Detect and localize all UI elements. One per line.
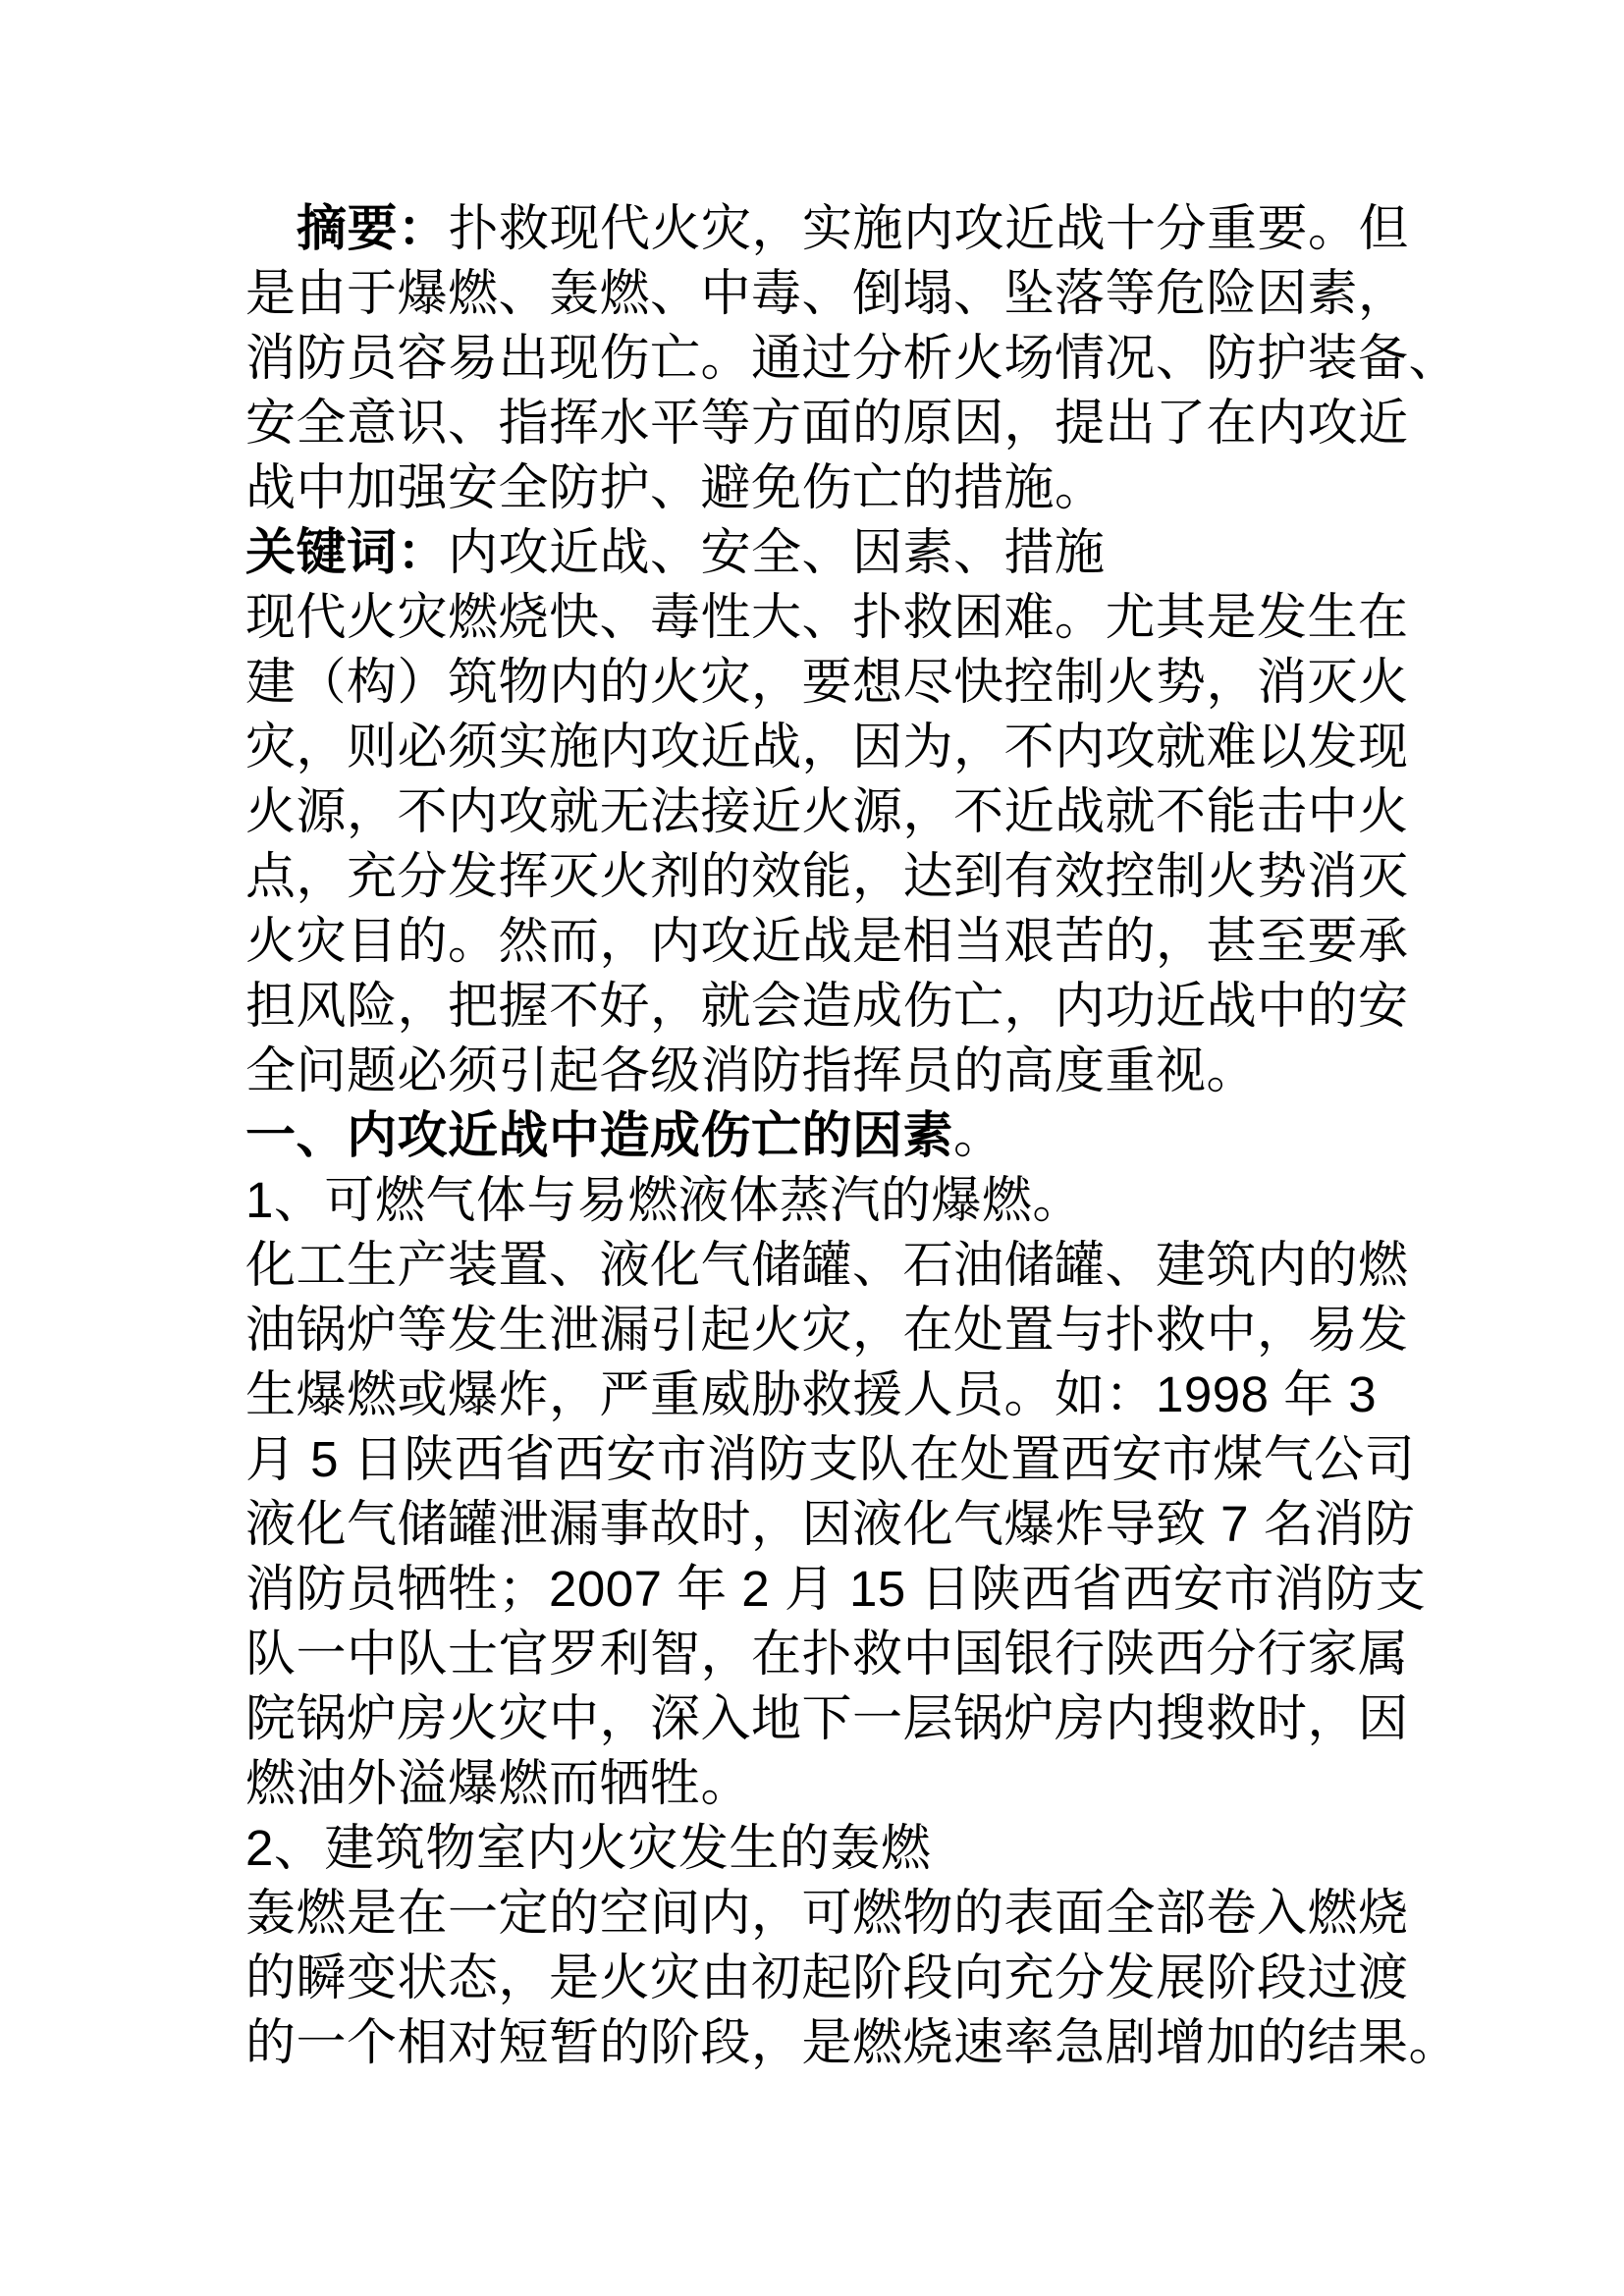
text-line (245, 1946, 1459, 2010)
text-run: 2、建筑物室内火灾发生的轰燃 (245, 1820, 932, 1876)
text-line (245, 1362, 1459, 1427)
text-run: 内攻近战、安全、因素、措施 (448, 524, 1106, 580)
text-line (245, 650, 1459, 715)
text-line (245, 2010, 1459, 2075)
text-run: 火源，不内攻就无法接近火源，不近战就不能击中火 (245, 783, 1409, 839)
text-line (245, 585, 1459, 650)
text-run: 安全意识、指挥水平等方面的原因，提出了在内攻近 (245, 395, 1409, 451)
text-line (245, 1039, 1459, 1103)
text-run: 现代火灾燃烧快、毒性大、扑救困难。尤其是发生在 (245, 589, 1409, 645)
text-line (245, 1168, 1459, 1233)
text-line (245, 1427, 1459, 1492)
text-line (245, 1816, 1459, 1881)
text-line (245, 455, 1459, 520)
text-run: 油锅炉等发生泄漏引起火灾，在处置与扑救中，易发 (245, 1302, 1409, 1358)
text-run: 化工生产装置、液化气储罐、石油储罐、建筑内的燃 (245, 1237, 1409, 1293)
text-run: 战中加强安全防护、避免伤亡的措施。 (245, 459, 1106, 515)
text-run: 消防员容易出现伤亡。通过分析火场情况、防护装备、 (245, 330, 1460, 386)
text-line (245, 1103, 1459, 1168)
text-run: 。 (953, 1107, 1004, 1163)
text-run: 队一中队士官罗利智，在扑救中国银行陕西分行家属 (245, 1626, 1409, 1682)
text-line (245, 909, 1459, 974)
text-run: 是由于爆燃、轰燃、中毒、倒塌、坠落等危险因素， (245, 265, 1409, 321)
text-run: 灾，则必须实施内攻近战，因为，不内攻就难以发现 (245, 719, 1409, 774)
text-line (245, 715, 1459, 779)
text-run: 扑救现代火灾，实施内攻近战十分重要。但 (448, 200, 1410, 256)
text-run: 担风险，把握不好，就会造成伤亡，内功近战中的安 (245, 978, 1409, 1034)
text-line (245, 1622, 1459, 1686)
text-line (245, 974, 1459, 1039)
text-run: 燃油外溢爆燃而牺牲。 (245, 1755, 752, 1811)
text-run: 的瞬变状态，是火灾由初起阶段向充分发展阶段过渡 (245, 1949, 1409, 2005)
text-line (245, 1557, 1459, 1622)
text-run-bold: 关键词： (245, 524, 449, 580)
text-line (245, 391, 1459, 455)
text-run: 1、可燃气体与易燃液体蒸汽的爆燃。 (245, 1172, 1083, 1228)
text-line (245, 1233, 1459, 1298)
text-run: 的一个相对短暂的阶段，是燃烧速率急剧增加的结果。 (245, 2014, 1460, 2070)
text-line (245, 1298, 1459, 1362)
text-line (245, 1751, 1459, 1816)
text-run: 月 5 日陕西省西安市消防支队在处置西安市煤气公司 (245, 1431, 1416, 1487)
text-run-bold: 摘要： (297, 200, 449, 256)
text-line (245, 520, 1459, 585)
text-line (245, 261, 1459, 326)
text-line (245, 326, 1459, 391)
text-run: 生爆燃或爆炸，严重威胁救援人员。如：1998 年 3 (245, 1366, 1378, 1422)
text-line (245, 196, 1459, 261)
text-run: 轰燃是在一定的空间内，可燃物的表面全部卷入燃烧 (245, 1885, 1409, 1941)
text-line (245, 1881, 1459, 1946)
text-run: 消防员牺牲；2007 年 2 月 15 日陕西省西安市消防支 (245, 1561, 1427, 1617)
text-line (245, 1492, 1459, 1557)
text-line (245, 1686, 1459, 1751)
document-body (245, 196, 1459, 2075)
text-run: 火灾目的。然而，内攻近战是相当艰苦的，甚至要承 (245, 913, 1409, 969)
text-run: 建（构）筑物内的火灾，要想尽快控制火势，消灭火 (245, 654, 1409, 710)
text-run: 全问题必须引起各级消防指挥员的高度重视。 (245, 1042, 1258, 1098)
text-run: 液化气储罐泄漏事故时，因液化气爆炸导致 7 名消防 (245, 1496, 1416, 1552)
text-run-bold: 一、内攻近战中造成伤亡的因素 (245, 1107, 954, 1163)
text-line (245, 844, 1459, 909)
text-run: 点，充分发挥灭火剂的效能，达到有效控制火势消灭 (245, 848, 1409, 904)
text-line (245, 779, 1459, 844)
text-run: 院锅炉房火灾中，深入地下一层锅炉房内搜救时，因 (245, 1690, 1409, 1746)
